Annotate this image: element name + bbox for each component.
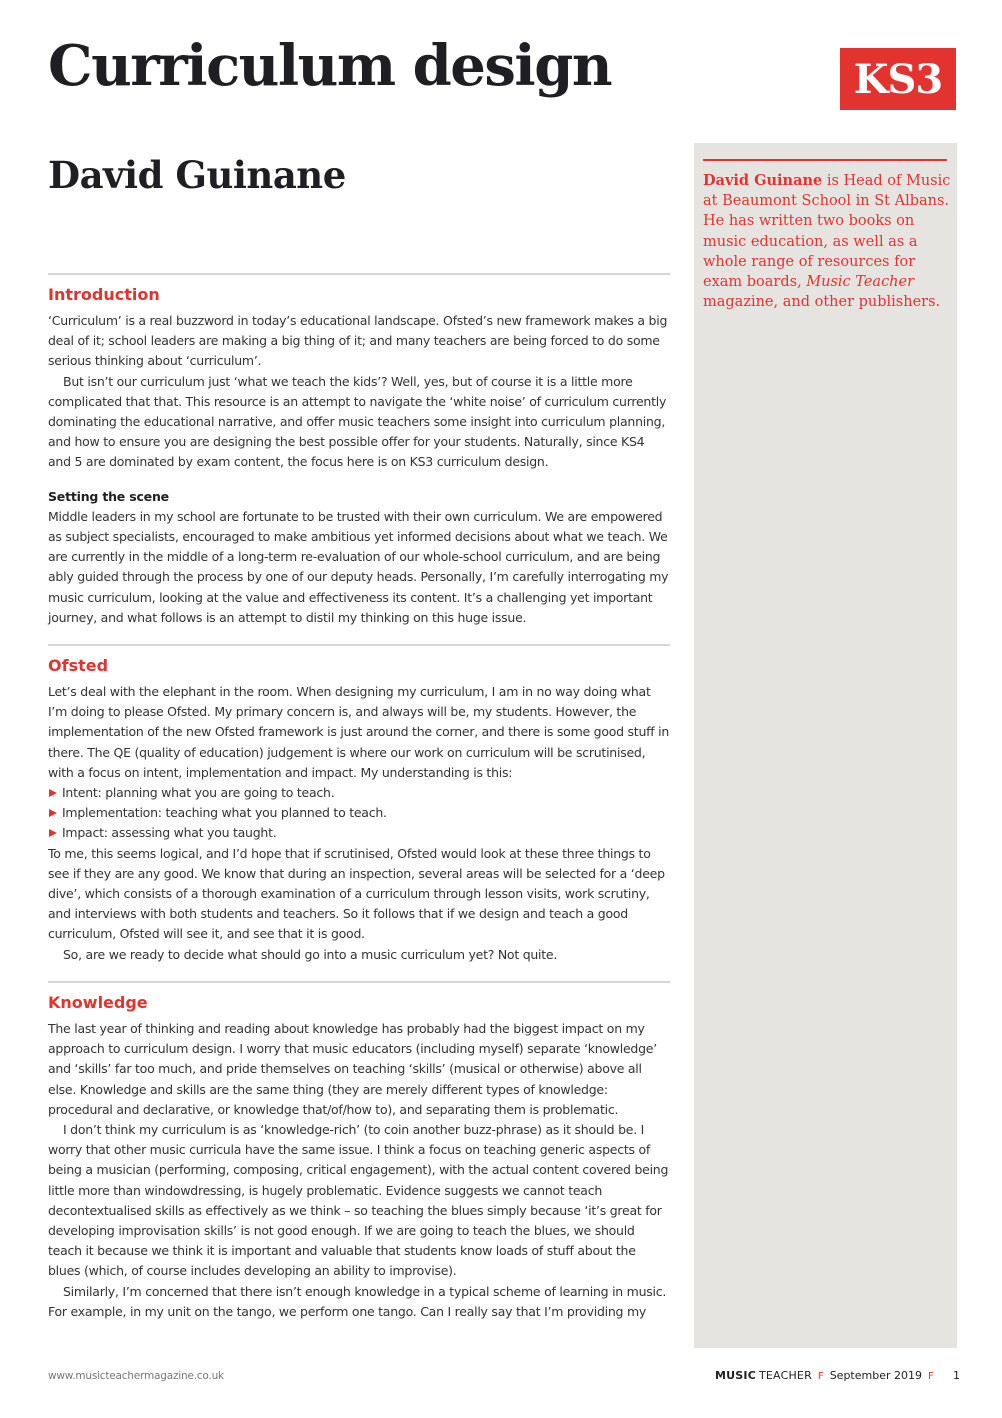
section-heading: Introduction bbox=[48, 285, 160, 304]
brand-name-bold: MUSIC bbox=[715, 1369, 756, 1382]
paragraph: To me, this seems logical, and I’d hope that if scrutinised, Ofsted would look at these three things to see if they are any good. We know that during an inspection, several areas will be selected for a ‘deep dive’, which consists of a thorough examination of a curriculum through lesson visits, work scrutiny, and interviews with both students and teachers. So it follows that if we design and teach a good curriculum, Ofsted will see it, and see that it is good. bbox=[48, 845, 665, 942]
bio-text-2: magazine, and other publishers. bbox=[703, 294, 941, 311]
author-bio-sidebar bbox=[694, 143, 957, 1348]
section-heading: Knowledge bbox=[48, 992, 148, 1012]
paragraph: But isn’t our curriculum just ‘what we teach the kids’? Well, yes, but of course it is a little more complicated that that. This resource is an attempt to navigate the ‘white noise’ of curriculum currently dominating the educational narrative, and offer music teachers some insight into curriculum planning, and how to ensure you are designing the best possible offer for your students. Naturally, since KS4 and 5 are dominated by exam content, the focus here is on KS3 curriculum design. bbox=[48, 373, 667, 470]
list-item: Impact: assessing what you taught. bbox=[48, 823, 670, 843]
paragraph: ‘Curriculum’ is a real buzzword in today’s educational landscape. Ofsted’s new framework makes a big deal of it; school leaders are making a big thing of it; and many teachers are being forced to do some serious thinking about ‘curriculum’. bbox=[48, 313, 668, 369]
subsection-heading: Setting the scene bbox=[48, 488, 169, 504]
list-item: Implementation: teaching what you planned to teach. bbox=[48, 803, 670, 823]
bio-name: David Guinane bbox=[703, 172, 823, 189]
paragraph: Similarly, I’m concerned that there isn’t enough knowledge in a typical scheme of learning in music. For example, in my unit on the tango, we perform one tango. Can I really say that I’m providing my bbox=[48, 1283, 667, 1319]
paragraph: The last year of thinking and reading about knowledge has probably had the biggest impact on my approach to curriculum design. I worry that music educators (including myself) separate ‘knowledge’ and ‘skills’ far too much, and pride themselves on teaching ‘skills’ (musical or otherwise) above all else. Knowledge and skills are the same thing (they are merely different types of knowledge: procedural and declarative, or knowledge that/of/how to), and separating them is problematic. bbox=[48, 1020, 657, 1117]
brand-name-light: TEACHER bbox=[758, 1369, 812, 1382]
author-name: David Guinane bbox=[48, 153, 346, 197]
author-bio bbox=[703, 171, 951, 312]
footer-url[interactable]: www.musicteachermagazine.co.uk bbox=[48, 1370, 224, 1382]
section-introduction bbox=[48, 273, 670, 628]
paragraph: I don’t think my curriculum is as ‘knowledge-rich’ (to coin another buzz-phrase) as it should be. I worry that other music curricula have the same issue. I think a focus on teaching generic aspects of being a musician (performing, composing, critical engagement), with the actual content covered being little more than windowdressing, is hugely problematic. Evidence suggests we cannot teach decontextualised skills as effectively as we think – so teaching the blues simply because ‘it’s great for developing improvisation skills’ is not good enough. If we are going to teach the blues, we should teach it because we think it is important and valuable that students know loads of stuff about the blues (which, of course includes developing an ability to improvise). bbox=[48, 1121, 669, 1279]
bio-text-1: is Head of Music at Beaumont School in St Albans. He has written two books on music education, as well as a whole range of resources for exam boards, bbox=[703, 173, 951, 291]
triangle-bullet-icon bbox=[49, 809, 57, 817]
triangle-bullet-icon bbox=[49, 789, 57, 797]
bio-publication: Music Teacher bbox=[806, 274, 915, 291]
page-title: Curriculum design bbox=[48, 33, 612, 99]
sidebar-divider bbox=[703, 159, 947, 161]
paragraph: Let’s deal with the elephant in the room. When designing my curriculum, I am in no way doing what I’m doing to please Ofsted. My primary concern is, and always will be, my students. However, the implementation of the new Ofsted framework is just around the corner, and there is some good stuff in there. The QE (quality of education) judgement is where our work on curriculum will be scrutinised, with a focus on intent, implementation and impact. My understanding is this: bbox=[48, 684, 670, 780]
article-body bbox=[48, 273, 670, 1322]
list-item: Intent: planning what you are going to teach. bbox=[48, 783, 670, 803]
section-ofsted bbox=[48, 644, 670, 965]
separator-glyph: F bbox=[927, 1371, 934, 1382]
key-stage-badge: KS3 bbox=[840, 48, 956, 110]
section-heading: Ofsted bbox=[48, 656, 109, 676]
page-number: 1 bbox=[953, 1369, 960, 1382]
footer-masthead bbox=[715, 1369, 960, 1382]
paragraph: So, are we ready to decide what should go into a music curriculum yet? Not quite. bbox=[63, 946, 558, 962]
triangle-bullet-icon bbox=[49, 829, 57, 837]
paragraph: Middle leaders in my school are fortunate to be trusted with their own curriculum. We are empowered as subject specialists, encouraged to make ambitious yet informed decisions about what we teach. We are currently in the middle of a long-term re-evaluation of our whole-school curriculum, and are being ably guided through the process by one of our deputy heads. Personally, I’m carefully interrogating my music curriculum, looking at the value and effectiveness its content. It’s a challenging yet important journey, and what follows is an attempt to distil my thinking on this huge issue. bbox=[48, 508, 669, 625]
bullet-list bbox=[48, 783, 670, 844]
issue-date: September 2019 bbox=[829, 1369, 922, 1382]
section-knowledge bbox=[48, 981, 670, 1322]
separator-glyph: F bbox=[817, 1371, 824, 1382]
